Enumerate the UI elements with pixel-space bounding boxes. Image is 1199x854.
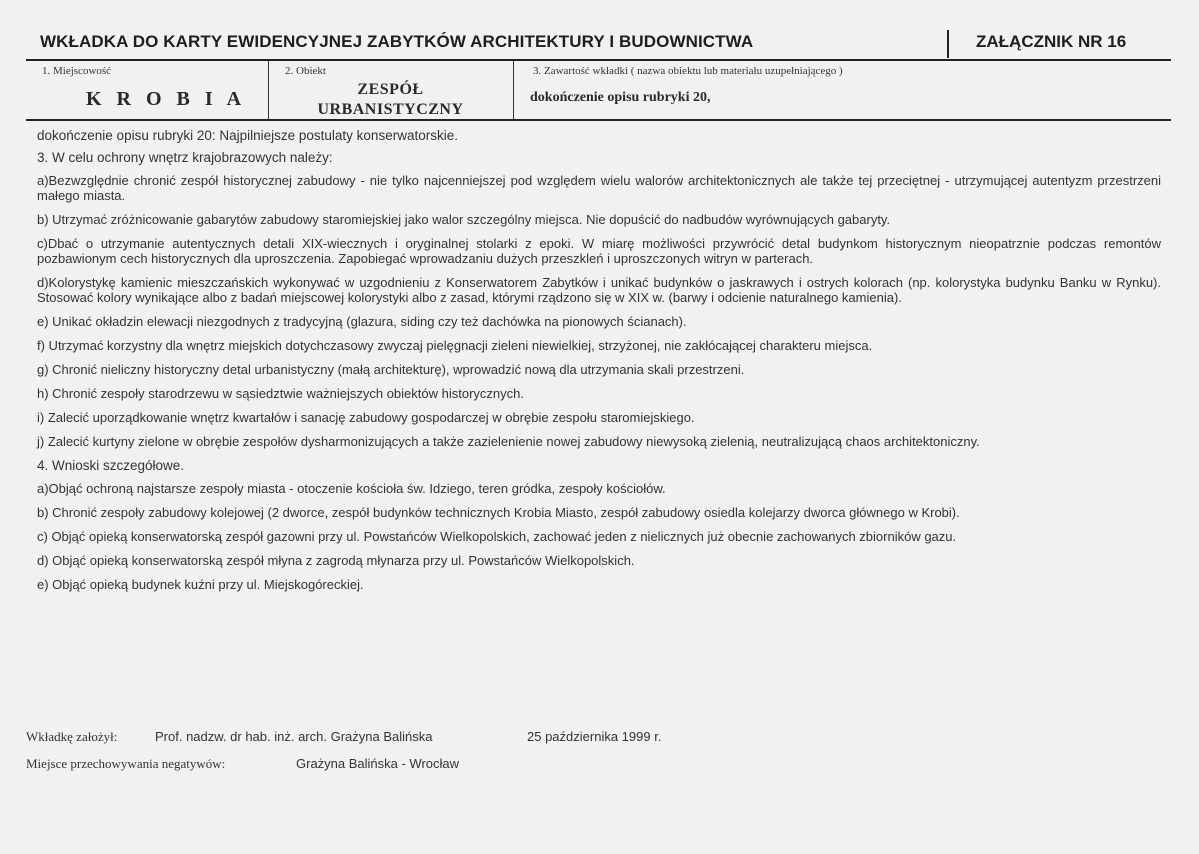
author-label: Wkładkę założył: [26,729,118,744]
section-4-heading: 4. Wnioski szczegółowe. [37,458,185,473]
field-miejscowosc-label: 1. Miejscowość [42,65,112,77]
section-3-item-e: e) Unikać okładzin elewacji niezgodnych z tradycyjną (glazura, siding czy też dachówka na pionowych ścianach). [37,314,687,329]
field-zawartosc-label: 3. Zawartość wkładki ( nazwa obiektu lub materiału uzupełniającego ) [533,65,843,77]
section-3-heading: 3. W celu ochrony wnętrz krajobrazowych należy: [37,150,333,165]
field-obiekt-value-line1: ZESPÓŁ [357,81,424,98]
date-value: 25 października 1999 r. [527,729,662,744]
section-3-item-a: a)Bezwzględnie chronić zespół historycznej zabudowy - nie tylko najcenniejszej pod względem wielu walorów architektonicznych ale także tej przeciętnej - utrzymującej autentyzm przestrzeni małego miasta. [37,173,1161,203]
section-3-item-b: b) Utrzymać zróżnicowanie gabarytów zabudowy staromiejskiej jako walor szczególny miejsca. Nie dopuścić do nadbudów wyrównujących gabaryty. [37,212,891,227]
field-miejscowosc-value: K R O B I A [86,88,247,110]
section-4-item-e: e) Objąć opieką budynek kuźni przy ul. Miejskogóreckiej. [37,577,364,592]
section-4-item-b: b) Chronić zespoły zabudowy kolejowej (2 dworce, zespół budynków technicznych Krobia Miasto, zespół zabudowy osiedla kolejarzy dworca głównego w Krobi). [37,505,960,520]
body-intro: dokończenie opisu rubryki 20: Najpilniejsze postulaty konserwatorskie. [37,128,458,143]
document-title: WKŁADKA DO KARTY EWIDENCYJNEJ ZABYTKÓW ARCHITEKTURY I BUDOWNICTWA [40,32,754,51]
field-zawartosc-value: dokończenie opisu rubryki 20, [530,90,711,105]
negatives-value: Grażyna Balińska - Wrocław [296,756,460,771]
header-rule-bottom [26,119,1171,121]
field-obiekt-label: 2. Obiekt [285,65,326,77]
section-3-item-j: j) Zalecić kurtyny zielone w obrębie zespołów dysharmonizujących a także zazielenienie nowej zabudowy niewysoką zielenią, neutralizującą chaos architektoniczny. [37,434,980,449]
document-header [26,30,1171,58]
header-divider [947,30,949,58]
annex-number: ZAŁĄCZNIK NR 16 [976,32,1127,51]
section-3-item-h: h) Chronić zespoły starodrzewu w sąsiedztwie ważniejszych obiektów historycznych. [37,386,524,401]
section-4-item-d: d) Objąć opieką konserwatorską zespół młyna z zagrodą młynarza przy ul. Powstańców Wielkopolskich. [37,553,635,568]
section-4-item-a: a)Objąć ochroną najstarsze zespoły miasta - otoczenie kościoła św. Idziego, teren gródka, zespoły kościołów. [37,481,666,496]
section-3-item-g: g) Chronić nieliczny historyczny detal urbanistyczny (małą architekturę), wprowadzić nową dla utrzymania skali przestrzeni. [37,362,745,377]
field-obiekt-value-line2: URBANISTYCZNY [317,101,464,118]
section-3-item-f: f) Utrzymać korzystny dla wnętrz miejskich dotychczasowy zwyczaj pielęgnacji zieleni niewielkiej, strzyżonej, nie zakłócającej charakteru miejsca. [37,338,873,353]
field-obiekt-value [268,80,513,120]
author-value: Prof. nadzw. dr hab. inż. arch. Grażyna Balińska [155,729,433,744]
document-body [37,128,1161,601]
field-divider-2 [513,61,514,119]
section-3-item-i: i) Zalecić uporządkowanie wnętrz kwartałów i sanację zabudowy gospodarczej w obrębie zespołu staromiejskiego. [37,410,695,425]
section-3-item-d: d)Kolorystykę kamienic mieszczańskich wykonywać w uzgodnieniu z Konserwatorem Zabytków i unikać budynków o jaskrawych i ostrych kolorach (np. kolorystyka budynku Banku w Rynku). Stosować kolory wynikające albo z badań miejscowej kolorystyki albo z zasad, którymi rządzono się w XIX w. (barwy i odcienie naturalnego kamienia). [37,275,1161,305]
header-rule-top [26,59,1171,61]
section-3-item-c: c)Dbać o utrzymanie autentycznych detali XIX-wiecznych i oryginalnej stolarki z epoki. W miarę możliwości przywrócić detal budynkom historycznym nieopatrznie podczas remontów pozbawionym cech historycznych dla uproszczenia. Zapobiegać wprowadzaniu dużych przeszkleń i uproszczonych witryn w parterach. [37,236,1161,266]
negatives-label: Miejsce przechowywania negatywów: [26,756,226,771]
section-4-item-c: c) Objąć opieką konserwatorską zespół gazowni przy ul. Powstańców Wielkopolskich, zachować jeden z nielicznych już obecnie zachowanych zbiorników gazu. [37,529,957,544]
